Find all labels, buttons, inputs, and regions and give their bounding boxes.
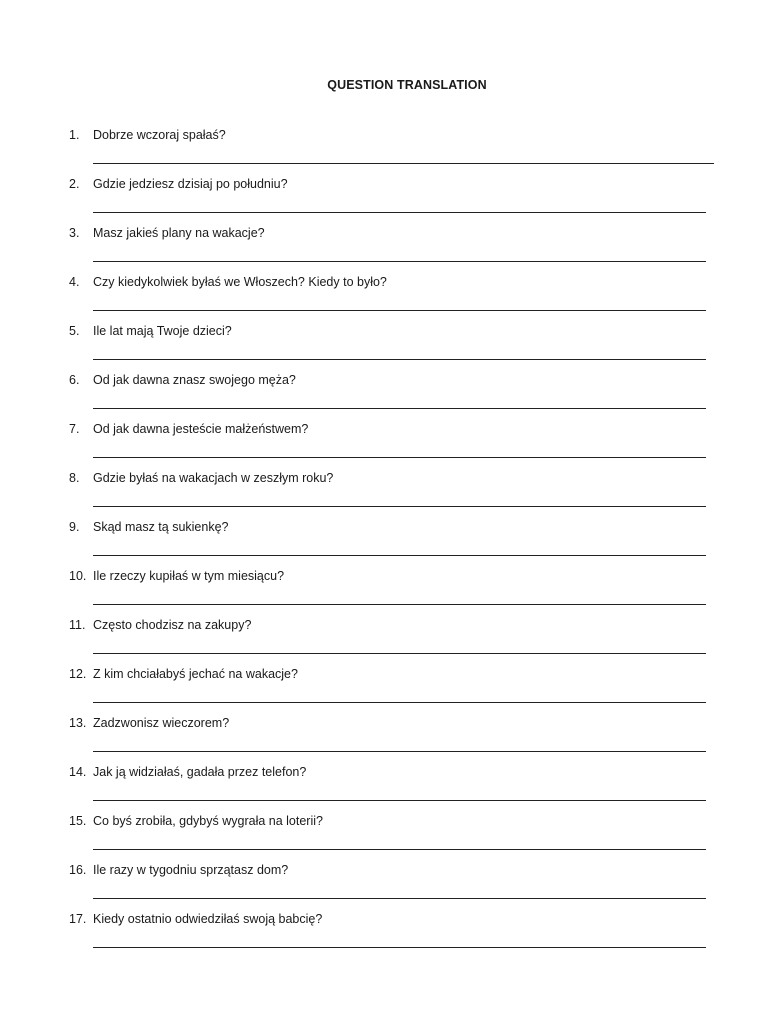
question-item — [0, 910, 768, 959]
answer-line[interactable] — [93, 163, 714, 164]
answer-line[interactable] — [93, 751, 706, 752]
question-item — [0, 322, 768, 371]
question-text: Dobrze wczoraj spałaś? — [93, 128, 226, 142]
question-item — [0, 126, 768, 175]
answer-line[interactable] — [93, 359, 706, 360]
answer-line[interactable] — [93, 310, 706, 311]
question-text: Co byś zrobiła, gdybyś wygrała na loterii? — [93, 814, 323, 828]
question-number: 16. — [69, 863, 87, 877]
question-item — [0, 567, 768, 616]
answer-line[interactable] — [93, 800, 706, 801]
question-text: Skąd masz tą sukienkę? — [93, 520, 229, 534]
question-number: 1. — [69, 128, 80, 142]
question-item — [0, 469, 768, 518]
question-number: 12. — [69, 667, 87, 681]
question-text: Kiedy ostatnio odwiedziłaś swoją babcię? — [93, 912, 323, 926]
question-number: 5. — [69, 324, 80, 338]
answer-line[interactable] — [93, 212, 706, 213]
question-text: Czy kiedykolwiek byłaś we Włoszech? Kiedy to było? — [93, 275, 387, 289]
question-item — [0, 420, 768, 469]
question-text: Ile razy w tygodniu sprzątasz dom? — [93, 863, 289, 877]
question-number: 13. — [69, 716, 87, 730]
question-list — [0, 126, 768, 959]
question-number: 9. — [69, 520, 80, 534]
question-item — [0, 518, 768, 567]
page-title: QUESTION TRANSLATION — [327, 78, 487, 92]
answer-line[interactable] — [93, 457, 706, 458]
question-item — [0, 273, 768, 322]
question-text: Często chodzisz na zakupy? — [93, 618, 252, 632]
question-text: Od jak dawna jesteście małżeństwem? — [93, 422, 309, 436]
question-text: Od jak dawna znasz swojego męża? — [93, 373, 296, 387]
question-number: 14. — [69, 765, 87, 779]
question-item — [0, 812, 768, 861]
answer-line[interactable] — [93, 408, 706, 409]
answer-line[interactable] — [93, 653, 706, 654]
question-item — [0, 665, 768, 714]
question-number: 2. — [69, 177, 80, 191]
question-item — [0, 714, 768, 763]
question-text: Masz jakieś plany na wakacje? — [93, 226, 265, 240]
question-number: 7. — [69, 422, 80, 436]
answer-line[interactable] — [93, 261, 706, 262]
question-number: 8. — [69, 471, 80, 485]
question-text: Gdzie byłaś na wakacjach w zeszłym roku? — [93, 471, 334, 485]
question-item — [0, 616, 768, 665]
question-item — [0, 861, 768, 910]
answer-line[interactable] — [93, 947, 706, 948]
question-text: Gdzie jedziesz dzisiaj po południu? — [93, 177, 288, 191]
question-number: 15. — [69, 814, 87, 828]
answer-line[interactable] — [93, 604, 706, 605]
question-text: Jak ją widziałaś, gadała przez telefon? — [93, 765, 307, 779]
question-item — [0, 175, 768, 224]
answer-line[interactable] — [93, 849, 706, 850]
question-number: 17. — [69, 912, 87, 926]
question-item — [0, 224, 768, 273]
answer-line[interactable] — [93, 702, 706, 703]
question-number: 3. — [69, 226, 80, 240]
question-number: 4. — [69, 275, 80, 289]
answer-line[interactable] — [93, 506, 706, 507]
question-number: 10. — [69, 569, 87, 583]
question-number: 6. — [69, 373, 80, 387]
question-text: Ile lat mają Twoje dzieci? — [93, 324, 232, 338]
question-text: Ile rzeczy kupiłaś w tym miesiącu? — [93, 569, 285, 583]
question-number: 11. — [69, 618, 86, 632]
answer-line[interactable] — [93, 555, 706, 556]
question-item — [0, 371, 768, 420]
question-text: Zadzwonisz wieczorem? — [93, 716, 230, 730]
question-item — [0, 763, 768, 812]
question-text: Z kim chciałabyś jechać na wakacje? — [93, 667, 298, 681]
answer-line[interactable] — [93, 898, 706, 899]
